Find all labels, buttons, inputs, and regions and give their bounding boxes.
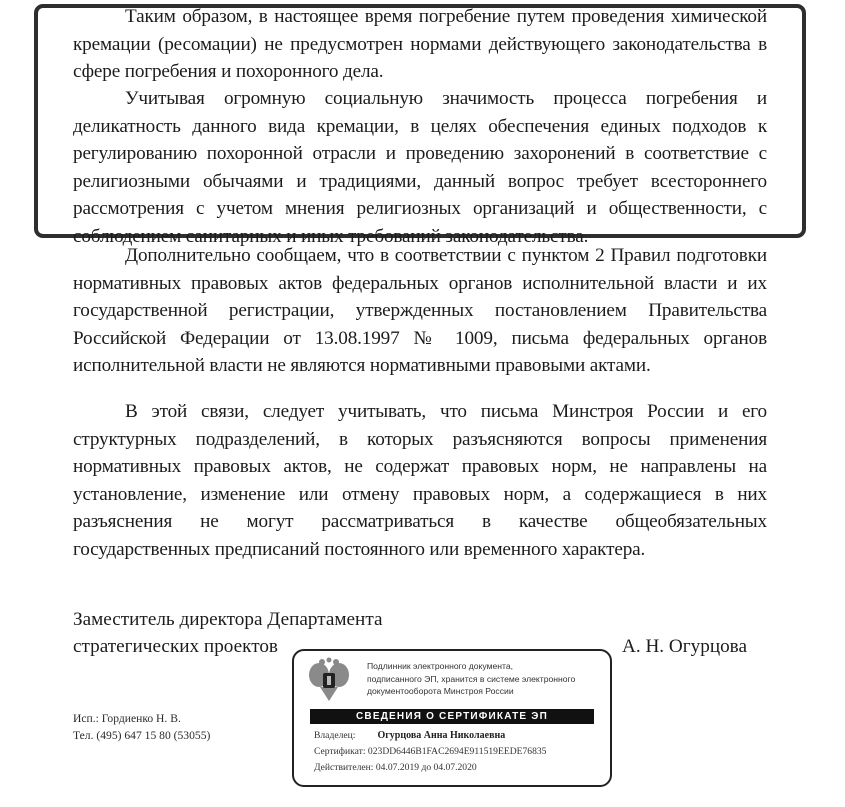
executor-name: Исп.: Гордиенко Н. В. xyxy=(73,712,181,725)
owner-label: Владелец: xyxy=(314,730,356,741)
electronic-signature-stamp xyxy=(292,649,612,787)
signature-position-line2: стратегических проектов xyxy=(73,636,278,657)
paragraph-social-significance: Учитывая огромную социальную значимость процесса погребения и деликатность данного вида кремации, в целях обеспечения единых подходов к регулированию похоронной отрасли и проведению захоронений в соответствие с религиозными обычаями и традициями, данный вопрос требует всестороннего рассмотрения с учетом мнения религиозных организаций и общественности, с соблюдением санитарных и иных требований законодательства. xyxy=(73,88,767,247)
stamp-note-line: Подлинник электронного документа, xyxy=(367,661,514,671)
validity-label: Действителен: xyxy=(314,762,374,773)
paragraph-cremation-not-provided: Таким образом, в настоящее время погребение путем проведения химической кремации (ресомации) не предусмотрен нормами действующего законодательства в сфере погребения и похоронного дела. xyxy=(73,6,767,83)
double-headed-eagle-emblem-icon xyxy=(308,657,350,705)
stamp-note-line: подписанного ЭП, хранится в системе электронного xyxy=(367,673,576,684)
validity-row xyxy=(314,762,477,773)
signatory-name: А. Н. Огурцова xyxy=(622,636,747,657)
stamp-note xyxy=(367,660,575,698)
stamp-note-line: документооборота Минстроя России xyxy=(367,686,514,696)
signature-position-line1: Заместитель директора Департамента xyxy=(73,609,383,630)
paragraph-letters-not-normative: Дополнительно сообщаем, что в соответствии с пунктом 2 Правил подготовки нормативных правовых актов федеральных органов исполнительной власти и их государственной регистрации, утвержденных постановлением Правительства Российской Федерации от 13.08.1997 № 1009, письма федеральных органов исполнительной власти не являются нормативными правовыми актами. xyxy=(73,245,767,377)
executor-phone: Тел. (495) 647 15 80 (53055) xyxy=(73,729,211,742)
certificate-value: 023DD6446B1FAC2694E911519EEDE76835 xyxy=(367,746,547,757)
certificate-row xyxy=(314,746,546,757)
owner-value: Огурцова Анна Николаевна xyxy=(377,730,506,741)
certificate-label: Сертификат: xyxy=(314,746,366,757)
certificate-header: СВЕДЕНИЯ О СЕРТИФИКАТЕ ЭП xyxy=(310,709,594,724)
paragraph-minstroy-letters: В этой связи, следует учитывать, что письма Минстроя России и его структурных подразделений, в которых разъясняются вопросы применения нормативных правовых актов, не содержат правовых норм, не направлены на установление, изменение или отмену правовых норм, а содержащиеся в них разъяснения не могут рассматриваться в качестве общеобязательных государственных предписаний постоянного или временного характера. xyxy=(73,401,767,560)
owner-row xyxy=(314,730,505,741)
validity-value: 04.07.2019 до 04.07.2020 xyxy=(375,762,477,773)
